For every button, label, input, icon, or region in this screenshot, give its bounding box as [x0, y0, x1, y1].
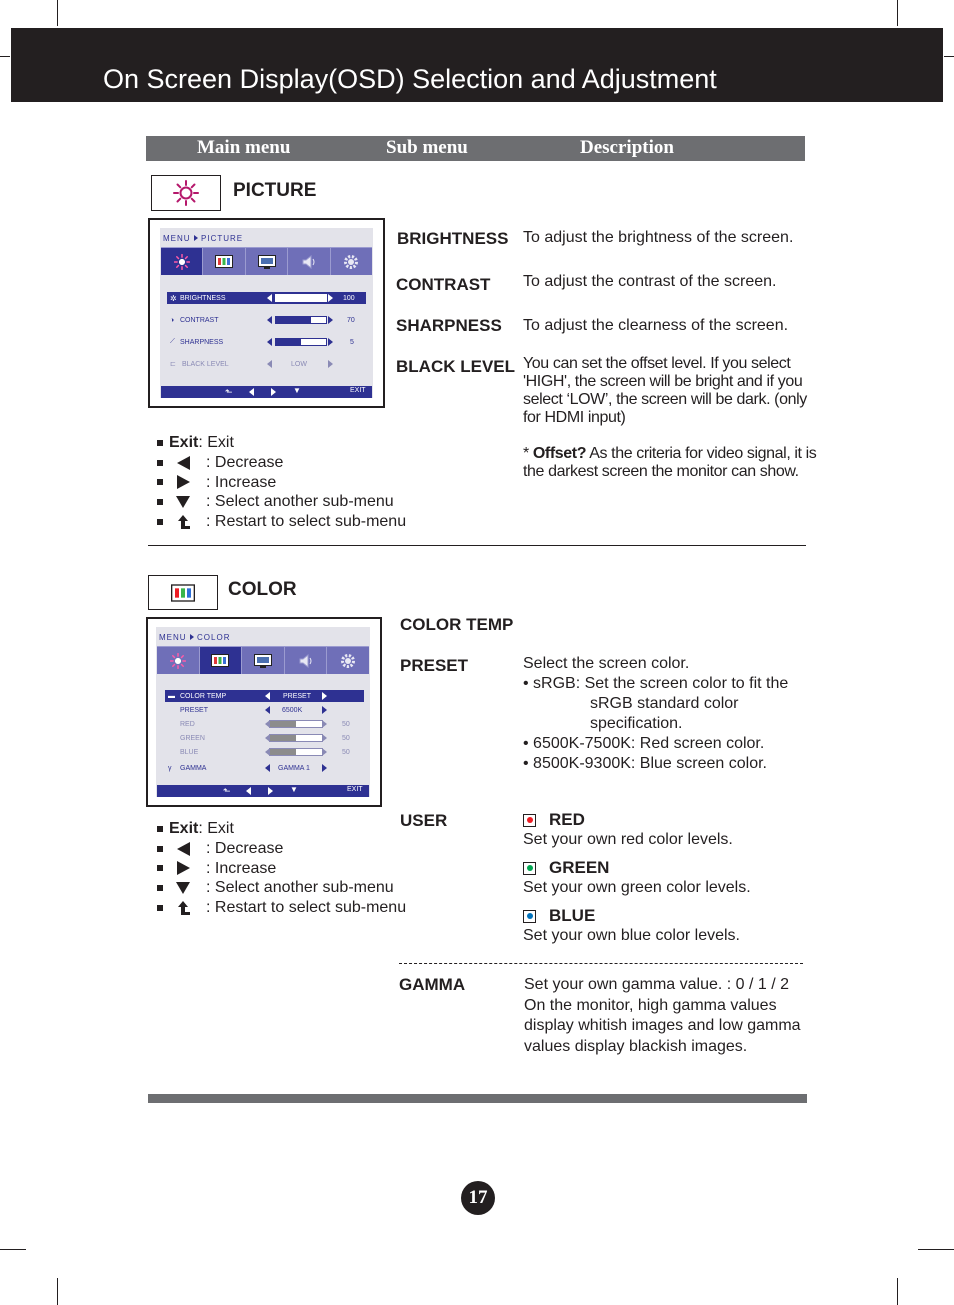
monitor-icon: [254, 654, 272, 668]
crop-mark: [897, 1278, 898, 1305]
right-arrow-icon: [177, 861, 190, 875]
legend-decrease: : Decrease: [157, 839, 406, 859]
green-item: GREEN: [523, 858, 823, 878]
black-level-description: You can set the offset level. If you select 'HIGH', the screen will be bright and if you select ‘LOW’, the screen will be dark. (only for HDMI input): [523, 355, 807, 426]
osd-row-color-temp: ▬ COLOR TEMP PRESET: [165, 690, 364, 702]
osd-tab-bar: [157, 646, 369, 674]
brightness-label: BRIGHTNESS: [397, 229, 509, 248]
green-description: Set your own green color levels.: [523, 879, 751, 896]
down-arrow-icon: ▼: [290, 785, 298, 794]
crop-mark: [0, 56, 10, 57]
color-osd-screenshot: [146, 617, 382, 807]
offset-note: * Offset? As the criteria for video signal, it is the darkest screen the monitor can show.: [523, 445, 817, 480]
crop-mark: [944, 56, 954, 57]
gamma-label: GAMMA: [399, 975, 466, 994]
osd-tab-display: [242, 647, 285, 674]
legend-select: : Select another sub-menu: [157, 878, 406, 898]
blue-level-bar: [269, 748, 323, 756]
preset-description: Select the screen color. • sRGB: Set the screen color to fit the sRGB standard color specification. • 6500K-7500K: Red screen color. • 8500K-9300K: Blue screen color.: [523, 655, 789, 772]
osd-row-gamma: γ GAMMA GAMMA 1: [165, 762, 364, 774]
section-divider: [148, 545, 806, 546]
red-description: Set your own red color levels.: [523, 831, 733, 848]
osd-tab-color: [203, 248, 245, 275]
osd-tab-setup: [327, 647, 369, 674]
picture-section-title: PICTURE: [233, 180, 317, 201]
dashed-divider: [399, 963, 803, 964]
left-arrow-icon: [246, 787, 251, 795]
brightness-level-bar: [275, 294, 327, 302]
color-temp-label: COLOR TEMP: [400, 615, 514, 634]
legend-increase: : Increase: [157, 859, 406, 879]
osd-row-black-level: ⊏ BLACK LEVEL LOW: [167, 358, 366, 370]
picture-osd-screenshot: [148, 218, 385, 408]
legend-decrease: : Decrease: [157, 453, 406, 473]
picture-control-legend: [157, 433, 406, 532]
osd-row-green: GREEN 50: [180, 734, 350, 742]
legend-restart: : Restart to select sub-menu: [157, 898, 406, 918]
down-arrow-icon: [176, 496, 190, 508]
legend-exit: Exit : Exit: [157, 433, 406, 453]
sharpness-description: To adjust the clearness of the screen.: [523, 317, 789, 334]
speaker-icon: [301, 254, 317, 270]
osd-tab-setup: [331, 248, 372, 275]
crop-mark: [0, 1249, 26, 1250]
crop-mark: [897, 0, 898, 26]
crop-mark: [918, 1249, 954, 1250]
osd-row-preset: PRESET 6500K: [165, 704, 364, 716]
contrast-level-bar: [275, 316, 327, 324]
color-bars-icon: [211, 654, 229, 667]
osd-footer: [157, 785, 369, 797]
osd-row-sharpness: ⟋ SHARPNESS 5: [170, 338, 354, 346]
restart-icon: [175, 514, 191, 530]
left-arrow-icon: [249, 388, 254, 396]
osd-tab-display: [246, 248, 288, 275]
legend-restart: : Restart to select sub-menu: [157, 512, 406, 532]
brightness-icon: [170, 653, 186, 669]
red-swatch-icon: [523, 814, 536, 827]
brightness-description: To adjust the brightness of the screen.: [523, 229, 794, 246]
blue-description: Set your own blue color levels.: [523, 927, 740, 944]
brightness-icon: [173, 180, 199, 206]
osd-tab-picture: [157, 647, 200, 674]
osd-panel: [156, 627, 370, 797]
restart-icon: [175, 900, 191, 916]
main-menu-header: Main menu: [197, 137, 291, 158]
osd-row-blue: BLUE 50: [180, 748, 350, 756]
color-menu-icon: [148, 575, 218, 610]
color-section-title: COLOR: [228, 579, 297, 600]
brightness-icon: [174, 254, 190, 270]
osd-tab-color: [200, 647, 243, 674]
description-header: Description: [580, 137, 674, 158]
right-arrow-icon: [177, 475, 190, 489]
sub-menu-header: Sub menu: [386, 137, 468, 158]
green-level-bar: [269, 734, 323, 742]
left-arrow-icon: [177, 842, 190, 856]
restart-icon: ⬑: [225, 387, 233, 397]
preset-label: PRESET: [400, 656, 469, 675]
legend-exit: Exit : Exit: [157, 819, 406, 839]
red-item: RED: [523, 810, 823, 830]
osd-panel: [160, 228, 373, 398]
color-control-legend: [157, 819, 406, 918]
right-arrow-icon: [268, 787, 273, 795]
osd-exit-label: EXIT: [350, 387, 366, 394]
gamma-description: Set your own gamma value. : 0 / 1 / 2 On the monitor, high gamma values display whitish images and low gamma values display blackish images.: [524, 976, 801, 1055]
speaker-icon: [298, 653, 314, 669]
left-arrow-icon: [177, 456, 190, 470]
color-bars-icon: [215, 255, 233, 268]
down-arrow-icon: ▼: [293, 386, 301, 395]
down-arrow-icon: [176, 882, 190, 894]
bottom-bar: [148, 1094, 807, 1103]
page-number: 17: [461, 1181, 495, 1215]
sharpness-level-bar: [275, 338, 327, 346]
legend-increase: : Increase: [157, 473, 406, 493]
green-swatch-icon: [523, 862, 536, 875]
monitor-icon: [258, 255, 276, 269]
picture-menu-icon: [151, 175, 221, 211]
gear-icon: [340, 653, 356, 669]
osd-breadcrumb: MENU PICTURE: [163, 234, 244, 243]
osd-footer: [161, 386, 372, 398]
black-level-label: BLACK LEVEL: [396, 357, 515, 376]
user-label: USER: [400, 811, 448, 830]
osd-tab-sound: [288, 248, 330, 275]
right-arrow-icon: [271, 388, 276, 396]
page-title: On Screen Display(OSD) Selection and Adjustment: [103, 64, 717, 94]
osd-row-red: RED 50: [180, 720, 350, 728]
osd-row-contrast: ◑ CONTRAST 70: [170, 316, 355, 324]
contrast-label: CONTRAST: [396, 275, 491, 294]
osd-tab-sound: [285, 647, 328, 674]
contrast-description: To adjust the contrast of the screen.: [523, 273, 777, 290]
sharpness-label: SHARPNESS: [396, 316, 502, 335]
red-level-bar: [269, 720, 323, 728]
blue-item: BLUE: [523, 906, 823, 926]
legend-select: : Select another sub-menu: [157, 492, 406, 512]
crop-mark: [57, 1278, 58, 1305]
osd-breadcrumb: MENU COLOR: [159, 633, 231, 642]
user-description: [523, 810, 823, 946]
color-bars-icon: [171, 584, 195, 602]
crop-mark: [57, 0, 58, 26]
restart-icon: ⬑: [223, 786, 231, 796]
blue-swatch-icon: [523, 910, 536, 923]
osd-row-brightness: ✲ BRIGHTNESS 100: [167, 292, 366, 304]
osd-exit-label: EXIT: [347, 786, 363, 793]
gear-icon: [343, 254, 359, 270]
osd-tab-picture: [161, 248, 203, 275]
osd-tab-bar: [161, 247, 372, 275]
